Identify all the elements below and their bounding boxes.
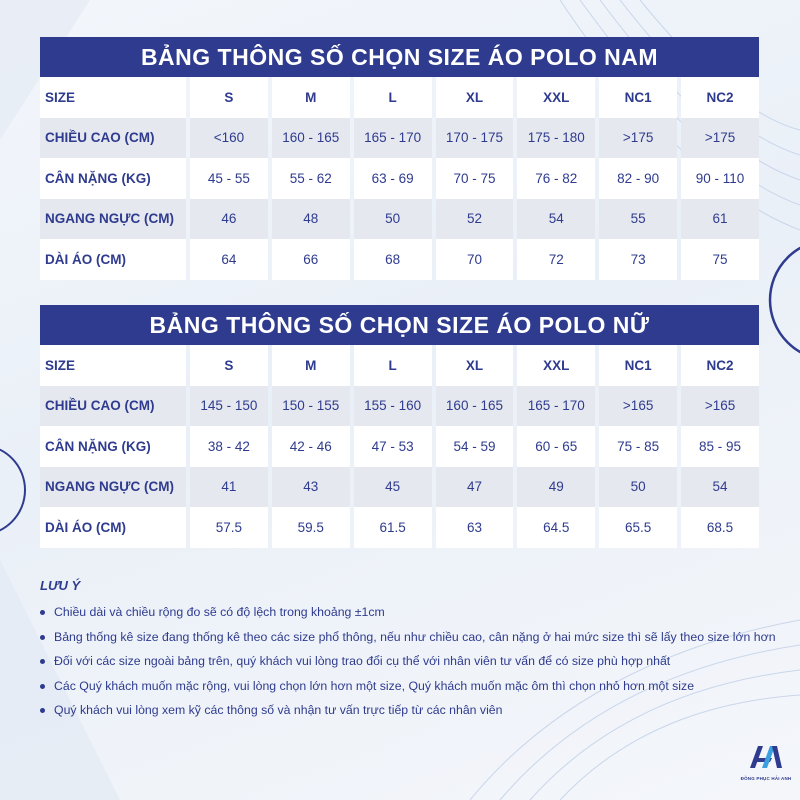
header-cell: S [190, 345, 268, 386]
table-cell: 61 [681, 199, 759, 240]
table-cell: 68 [354, 239, 432, 280]
table-cell: 63 - 69 [354, 158, 432, 199]
table-cell: 61.5 [354, 507, 432, 548]
women-size-table-block [40, 305, 759, 548]
header-cell: SIZE [40, 345, 186, 386]
header-cell: XXL [517, 77, 595, 118]
table-cell: 54 [517, 199, 595, 240]
table-cell: 65.5 [599, 507, 677, 548]
header-cell: XL [436, 345, 514, 386]
table-cell: 75 - 85 [599, 426, 677, 467]
table-cell: >165 [681, 386, 759, 427]
row-label: CÂN NẶNG (KG) [40, 426, 186, 467]
notes-title: LƯU Ý [40, 578, 81, 593]
header-cell: SIZE [40, 77, 186, 118]
table-cell: 64 [190, 239, 268, 280]
table-cell: 50 [599, 467, 677, 508]
table-cell: 160 - 165 [436, 386, 514, 427]
table-cell: 43 [272, 467, 350, 508]
men-table-title: BẢNG THÔNG SỐ CHỌN SIZE ÁO POLO NAM [40, 37, 759, 77]
table-cell: 165 - 170 [354, 118, 432, 159]
table-cell: 57.5 [190, 507, 268, 548]
row-label: CHIỀU CAO (CM) [40, 386, 186, 427]
men-header-row [40, 77, 759, 118]
table-cell: 47 [436, 467, 514, 508]
table-cell: 54 [681, 467, 759, 508]
table-cell: 160 - 165 [272, 118, 350, 159]
brand-logo [740, 744, 792, 781]
header-cell: XXL [517, 345, 595, 386]
table-cell: 73 [599, 239, 677, 280]
table-cell: 64.5 [517, 507, 595, 548]
row-label: NGANG NGỰC (CM) [40, 199, 186, 240]
table-cell: 49 [517, 467, 595, 508]
header-cell: NC1 [599, 77, 677, 118]
header-cell: M [272, 345, 350, 386]
logo-text: ĐỒNG PHỤC HẢI ANH [740, 776, 792, 781]
header-cell: S [190, 77, 268, 118]
row-label: NGANG NGỰC (CM) [40, 467, 186, 508]
men-row-length [40, 239, 759, 280]
table-cell: 50 [354, 199, 432, 240]
table-cell: 48 [272, 199, 350, 240]
table-cell: 41 [190, 467, 268, 508]
table-cell: 60 - 65 [517, 426, 595, 467]
notes-section [40, 578, 780, 723]
table-cell: 82 - 90 [599, 158, 677, 199]
table-cell: 76 - 82 [517, 158, 595, 199]
men-row-chest [40, 199, 759, 240]
row-label: CÂN NẶNG (KG) [40, 158, 186, 199]
header-cell: NC1 [599, 345, 677, 386]
table-cell: >165 [599, 386, 677, 427]
table-cell: 170 - 175 [436, 118, 514, 159]
header-cell: M [272, 77, 350, 118]
table-cell: 55 [599, 199, 677, 240]
table-cell: 175 - 180 [517, 118, 595, 159]
table-cell: 55 - 62 [272, 158, 350, 199]
table-cell: 52 [436, 199, 514, 240]
table-cell: 42 - 46 [272, 426, 350, 467]
men-row-weight [40, 158, 759, 199]
table-cell: 75 [681, 239, 759, 280]
note-item: Chiều dài và chiều rộng đo sẽ có độ lệch trong khoảng ±1cm [40, 600, 780, 625]
table-cell: 85 - 95 [681, 426, 759, 467]
table-cell: >175 [681, 118, 759, 159]
row-label: DÀI ÁO (CM) [40, 507, 186, 548]
women-header-row [40, 345, 759, 386]
hai-anh-logo-icon [748, 744, 784, 770]
table-cell: 150 - 155 [272, 386, 350, 427]
table-cell: 46 [190, 199, 268, 240]
men-size-table [36, 77, 763, 280]
table-cell: 45 - 55 [190, 158, 268, 199]
header-cell: NC2 [681, 77, 759, 118]
women-row-chest [40, 467, 759, 508]
women-row-height [40, 386, 759, 427]
table-cell: 45 [354, 467, 432, 508]
table-cell: 145 - 150 [190, 386, 268, 427]
table-cell: 165 - 170 [517, 386, 595, 427]
table-cell: 63 [436, 507, 514, 548]
table-cell: 68.5 [681, 507, 759, 548]
women-row-length [40, 507, 759, 548]
table-cell: 72 [517, 239, 595, 280]
women-row-weight [40, 426, 759, 467]
table-cell: 38 - 42 [190, 426, 268, 467]
women-table-title: BẢNG THÔNG SỐ CHỌN SIZE ÁO POLO NỮ [40, 305, 759, 345]
row-label: CHIỀU CAO (CM) [40, 118, 186, 159]
table-cell: 70 - 75 [436, 158, 514, 199]
women-size-table [36, 345, 763, 548]
table-cell: 90 - 110 [681, 158, 759, 199]
table-cell: 70 [436, 239, 514, 280]
header-cell: L [354, 345, 432, 386]
table-cell: 66 [272, 239, 350, 280]
note-item: Bảng thống kê size đang thống kê theo các size phổ thông, nếu như chiều cao, cân nặng ở hai mức size thì sẽ lấy theo size lớn hơn [40, 625, 780, 650]
note-item: Đối với các size ngoài bảng trên, quý khách vui lòng trao đổi cụ thể với nhân viên tư vấn để có size phù hợp nhất [40, 649, 780, 674]
table-cell: 47 - 53 [354, 426, 432, 467]
men-size-table-block [40, 37, 759, 280]
table-cell: 59.5 [272, 507, 350, 548]
table-cell: 54 - 59 [436, 426, 514, 467]
men-row-height [40, 118, 759, 159]
notes-list [40, 600, 780, 723]
row-label: DÀI ÁO (CM) [40, 239, 186, 280]
table-cell: <160 [190, 118, 268, 159]
header-cell: L [354, 77, 432, 118]
header-cell: XL [436, 77, 514, 118]
table-cell: 155 - 160 [354, 386, 432, 427]
note-item: Các Quý khách muốn mặc rộng, vui lòng chọn lớn hơn một size, Quý khách muốn mặc ôm thì chọn nhỏ hơn một size [40, 674, 780, 699]
table-cell: >175 [599, 118, 677, 159]
note-item: Quý khách vui lòng xem kỹ các thông số và nhận tư vấn trực tiếp từ các nhân viên [40, 698, 780, 723]
header-cell: NC2 [681, 345, 759, 386]
